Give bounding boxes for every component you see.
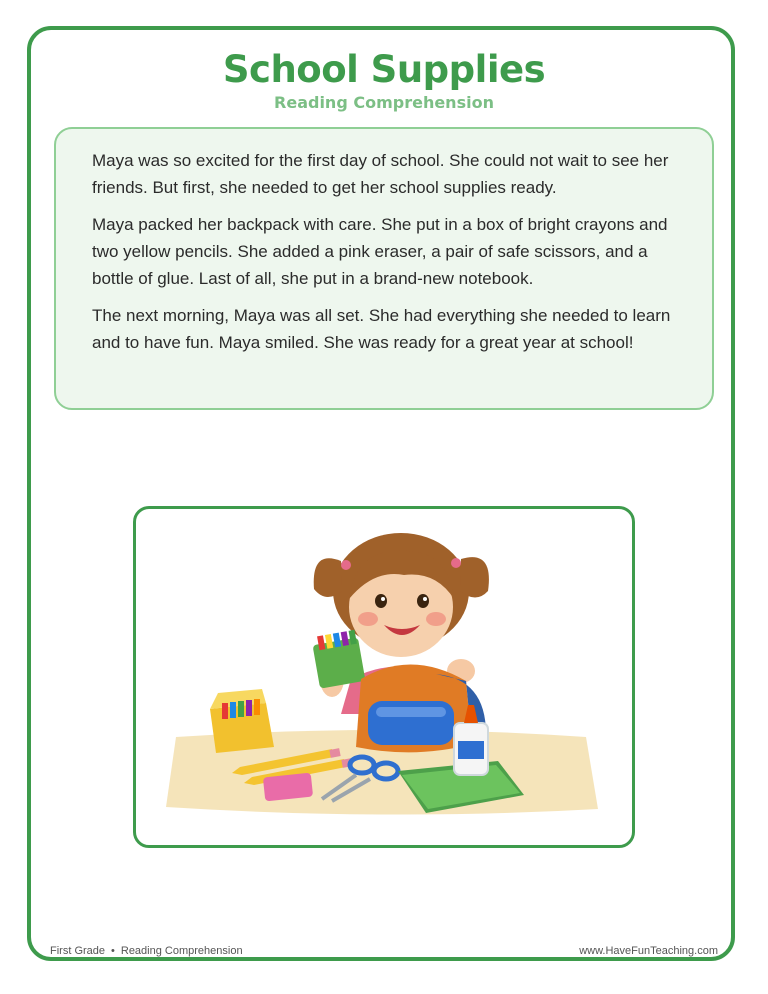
story-paragraph-2: Maya packed her backpack with care. She put in a box of bright crayons and two yellow pencils. She added a pink eraser, a pair of safe scissors, and a bottle of glue. Last of all, she put in a brand-new notebook.: [92, 215, 668, 288]
page-subtitle: Reading Comprehension: [274, 93, 494, 112]
footer-separator: •: [111, 945, 115, 957]
page-title: School Supplies: [222, 48, 546, 91]
story-paragraph-1: Maya was so excited for the first day of school. She could not wait to see her friends. But first, she needed to get her school supplies ready.: [92, 151, 669, 197]
footer-grade: First Grade: [50, 945, 106, 957]
girl-packing-backpack-illustration: [136, 509, 632, 845]
footer-category: Reading Comprehension: [120, 945, 243, 957]
story-paragraph-3: The next morning, Maya was all set. She had everything she needed to learn and to have fun. Maya smiled. She was ready for a great year at school!: [92, 306, 671, 352]
footer-website[interactable]: www.HaveFunTeaching.com: [579, 945, 718, 957]
story-box: [54, 127, 714, 410]
footer-breadcrumb: [50, 945, 243, 957]
illustration-frame: [133, 506, 635, 848]
